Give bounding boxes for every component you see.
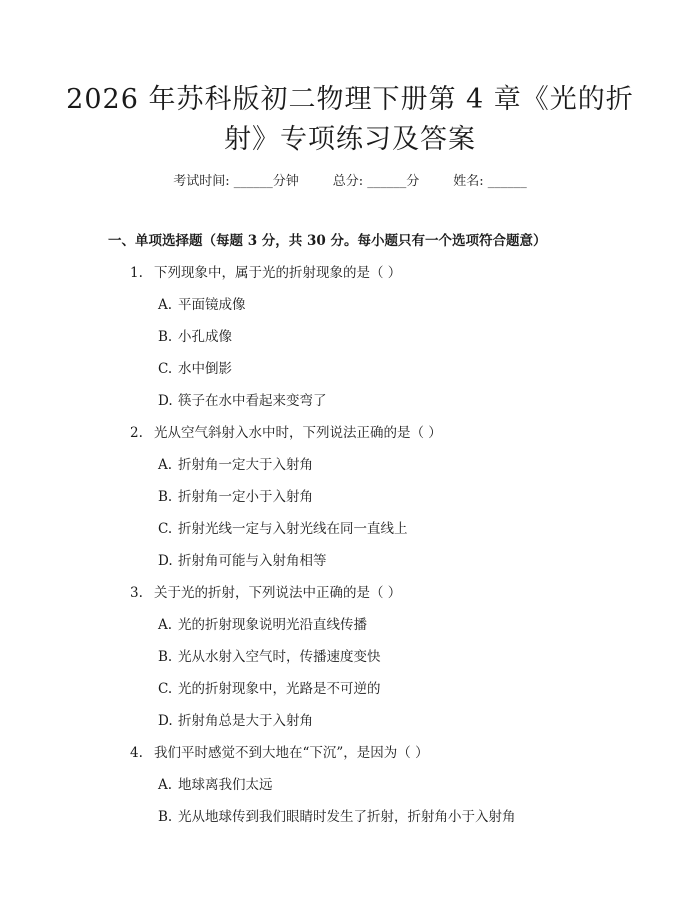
question-number: 4. <box>130 745 143 761</box>
option-label: C. <box>158 521 173 537</box>
exam-meta <box>0 170 700 189</box>
option-label: C. <box>158 361 173 377</box>
option-label: B. <box>158 329 173 345</box>
option-item <box>158 549 327 569</box>
option-item <box>158 613 367 633</box>
option-text: 光的折射现象中，光路是不可逆的 <box>178 681 381 697</box>
option-item <box>158 677 381 697</box>
question-text: 关于光的折射，下列说法中正确的是（ ） <box>154 585 402 601</box>
option-label: A. <box>158 617 173 633</box>
option-label: A. <box>158 777 173 793</box>
option-label: B. <box>158 489 173 505</box>
question-number: 1. <box>130 265 143 281</box>
option-label: D. <box>158 393 173 409</box>
question-stem <box>130 581 401 601</box>
question-text: 我们平时感觉不到大地在“下沉”，是因为（ ） <box>154 745 429 761</box>
option-text: 筷子在水中看起来变弯了 <box>178 393 327 409</box>
option-item <box>158 485 313 505</box>
option-item <box>158 517 408 537</box>
title-line-1: 2026 年苏科版初二物理下册第 4 章《光的折 <box>66 84 634 115</box>
option-text: 水中倒影 <box>178 361 232 377</box>
option-label: A. <box>158 457 173 473</box>
option-text: 光从地球传到我们眼睛时发生了折射，折射角小于入射角 <box>178 809 516 825</box>
question-stem <box>130 261 401 281</box>
option-item <box>158 709 313 729</box>
option-text: 光的折射现象说明光沿直线传播 <box>178 617 367 633</box>
exam-time-field: 考试时间: ______分钟 <box>173 174 299 189</box>
question-number: 2. <box>130 425 143 441</box>
option-label: D. <box>158 553 173 569</box>
option-text: 折射角一定小于入射角 <box>178 489 313 505</box>
option-text: 折射角一定大于入射角 <box>178 457 313 473</box>
option-label: A. <box>158 297 173 313</box>
option-item <box>158 773 273 793</box>
option-text: 折射光线一定与入射光线在同一直线上 <box>178 521 408 537</box>
option-item <box>158 805 516 825</box>
option-text: 折射角可能与入射角相等 <box>178 553 327 569</box>
total-score-field: 总分: ______分 <box>332 174 420 189</box>
option-item <box>158 645 381 665</box>
option-text: 小孔成像 <box>178 329 232 345</box>
question-stem <box>130 421 442 441</box>
student-name-field: 姓名: ______ <box>453 174 527 189</box>
question-number: 3. <box>130 585 143 601</box>
option-label: C. <box>158 681 173 697</box>
option-item <box>158 453 313 473</box>
option-text: 平面镜成像 <box>178 297 246 313</box>
option-label: D. <box>158 713 173 729</box>
option-text: 折射角总是大于入射角 <box>178 713 313 729</box>
option-item <box>158 293 246 313</box>
option-item <box>158 325 232 345</box>
option-label: B. <box>158 649 173 665</box>
option-item <box>158 357 232 377</box>
title-line-2: 射》专项练习及答案 <box>224 124 476 155</box>
page-title <box>60 80 640 160</box>
option-item <box>158 389 327 409</box>
option-label: B. <box>158 809 173 825</box>
section-heading: 一、单项选择题（每题 3 分，共 30 分。每小题只有一个选项符合题意） <box>108 233 547 249</box>
question-stem <box>130 741 429 761</box>
option-text: 光从水射入空气时，传播速度变快 <box>178 649 381 665</box>
question-text: 下列现象中，属于光的折射现象的是（ ） <box>154 265 402 281</box>
option-text: 地球离我们太远 <box>178 777 273 793</box>
question-text: 光从空气斜射入水中时，下列说法正确的是（ ） <box>154 425 442 441</box>
